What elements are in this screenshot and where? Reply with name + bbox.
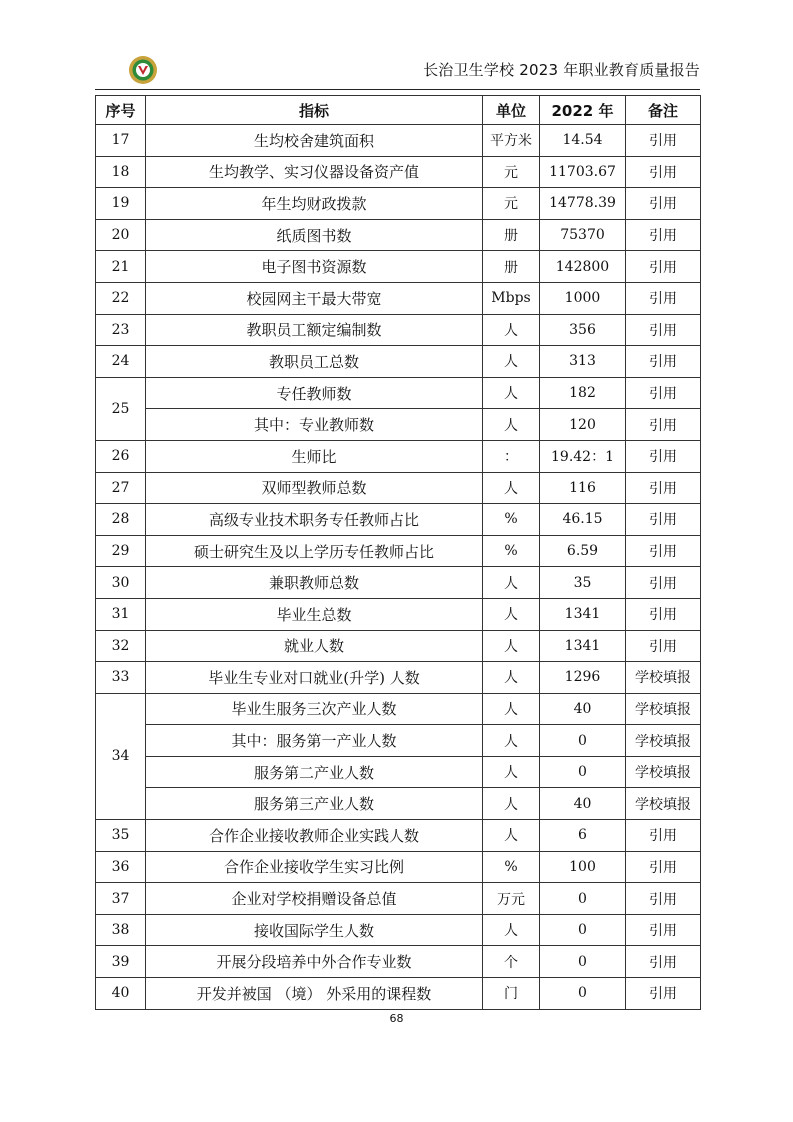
indicator-cell: 生师比: [146, 440, 483, 472]
value-cell: 1341: [540, 598, 626, 630]
value-cell: 35: [540, 567, 626, 599]
indicator-cell: 接收国际学生人数: [146, 914, 483, 946]
unit-cell: 人: [483, 314, 540, 346]
note-cell: 学校填报: [626, 725, 701, 757]
column-header-unit: 单位: [483, 96, 540, 125]
table-row: [96, 662, 701, 694]
indicator-cell: 高级专业技术职务专任教师占比: [146, 504, 483, 536]
unit-cell: 人: [483, 630, 540, 662]
row-number: 25: [96, 377, 146, 440]
unit-cell: ：: [483, 440, 540, 472]
indicator-cell: 双师型教师总数: [146, 472, 483, 504]
note-cell: 引用: [626, 377, 701, 409]
indicator-cell: 纸质图书数: [146, 219, 483, 251]
indicator-cell: 毕业生总数: [146, 598, 483, 630]
value-cell: 14.54: [540, 125, 626, 157]
row-number: 30: [96, 567, 146, 599]
indicator-cell: 合作企业接收教师企业实践人数: [146, 820, 483, 852]
table-row: [96, 472, 701, 504]
row-number: 35: [96, 820, 146, 852]
table-row: [96, 251, 701, 283]
unit-cell: 人: [483, 693, 540, 725]
row-number: 32: [96, 630, 146, 662]
table-row: [96, 820, 701, 852]
unit-cell: 门: [483, 978, 540, 1010]
row-number: 34: [96, 693, 146, 819]
unit-cell: %: [483, 851, 540, 883]
table-row: [96, 188, 701, 220]
note-cell: 引用: [626, 282, 701, 314]
note-cell: 引用: [626, 820, 701, 852]
table-row: [96, 440, 701, 472]
note-cell: 引用: [626, 409, 701, 441]
value-cell: 142800: [540, 251, 626, 283]
unit-cell: 平方米: [483, 125, 540, 157]
unit-cell: 人: [483, 725, 540, 757]
note-cell: 引用: [626, 883, 701, 915]
unit-cell: 万元: [483, 883, 540, 915]
value-cell: 75370: [540, 219, 626, 251]
value-cell: 0: [540, 946, 626, 978]
table-body: [96, 125, 701, 1010]
value-cell: 100: [540, 851, 626, 883]
table-row: [96, 946, 701, 978]
note-cell: 引用: [626, 314, 701, 346]
row-number: 29: [96, 535, 146, 567]
note-cell: 引用: [626, 219, 701, 251]
table-row: [96, 219, 701, 251]
unit-cell: 人: [483, 820, 540, 852]
indicator-cell: 毕业生专业对口就业(升学) 人数: [146, 662, 483, 694]
table-row: [96, 125, 701, 157]
table-row: [96, 409, 701, 441]
unit-cell: 个: [483, 946, 540, 978]
row-number: 28: [96, 504, 146, 536]
unit-cell: 人: [483, 788, 540, 820]
note-cell: 引用: [626, 630, 701, 662]
value-cell: 40: [540, 788, 626, 820]
unit-cell: 元: [483, 156, 540, 188]
value-cell: 0: [540, 883, 626, 915]
indicator-cell: 生均校舍建筑面积: [146, 125, 483, 157]
value-cell: 182: [540, 377, 626, 409]
indicator-cell: 教职员工总数: [146, 346, 483, 378]
indicator-cell: 毕业生服务三次产业人数: [146, 693, 483, 725]
unit-cell: 人: [483, 409, 540, 441]
note-cell: 引用: [626, 440, 701, 472]
note-cell: 引用: [626, 567, 701, 599]
note-cell: 引用: [626, 946, 701, 978]
unit-cell: 人: [483, 567, 540, 599]
note-cell: 引用: [626, 535, 701, 567]
page-number: 68: [389, 1012, 404, 1025]
row-number: 31: [96, 598, 146, 630]
note-cell: 引用: [626, 346, 701, 378]
note-cell: 引用: [626, 156, 701, 188]
page-header: [95, 50, 700, 90]
value-cell: 116: [540, 472, 626, 504]
note-cell: 引用: [626, 251, 701, 283]
unit-cell: Mbps: [483, 282, 540, 314]
column-header-note: 备注: [626, 96, 701, 125]
table-row: [96, 630, 701, 662]
value-cell: 313: [540, 346, 626, 378]
row-number: 22: [96, 282, 146, 314]
table-row: [96, 156, 701, 188]
table-row: [96, 598, 701, 630]
row-number: 40: [96, 978, 146, 1010]
value-cell: 120: [540, 409, 626, 441]
table-row: [96, 535, 701, 567]
row-number: 36: [96, 851, 146, 883]
indicator-cell: 校园网主干最大带宽: [146, 282, 483, 314]
row-number: 18: [96, 156, 146, 188]
unit-cell: 人: [483, 598, 540, 630]
row-number: 38: [96, 914, 146, 946]
indicator-cell: 其中：专业教师数: [146, 409, 483, 441]
header-divider: [95, 89, 700, 90]
school-emblem-icon: [128, 55, 158, 85]
table-row: [96, 756, 701, 788]
indicator-cell: 电子图书资源数: [146, 251, 483, 283]
row-number: 39: [96, 946, 146, 978]
unit-cell: %: [483, 504, 540, 536]
note-cell: 学校填报: [626, 693, 701, 725]
note-cell: 引用: [626, 125, 701, 157]
indicator-cell: 合作企业接收学生实习比例: [146, 851, 483, 883]
row-number: 23: [96, 314, 146, 346]
column-header-no: 序号: [96, 96, 146, 125]
indicator-cell: 专任教师数: [146, 377, 483, 409]
note-cell: 引用: [626, 472, 701, 504]
unit-cell: 人: [483, 377, 540, 409]
table-row: [96, 725, 701, 757]
indicator-cell: 生均教学、实习仪器设备资产值: [146, 156, 483, 188]
table-row: [96, 314, 701, 346]
value-cell: 356: [540, 314, 626, 346]
indicator-cell: 开展分段培养中外合作专业数: [146, 946, 483, 978]
row-number: 37: [96, 883, 146, 915]
indicator-cell: 就业人数: [146, 630, 483, 662]
note-cell: 引用: [626, 851, 701, 883]
table-row: [96, 978, 701, 1010]
unit-cell: 人: [483, 914, 540, 946]
value-cell: 46.15: [540, 504, 626, 536]
indicator-cell: 硕士研究生及以上学历专任教师占比: [146, 535, 483, 567]
note-cell: 引用: [626, 188, 701, 220]
value-cell: 6.59: [540, 535, 626, 567]
row-number: 24: [96, 346, 146, 378]
table-row: [96, 788, 701, 820]
unit-cell: 人: [483, 756, 540, 788]
table-row: [96, 693, 701, 725]
table-row: [96, 346, 701, 378]
table-row: [96, 851, 701, 883]
value-cell: 0: [540, 978, 626, 1010]
row-number: 27: [96, 472, 146, 504]
row-number: 19: [96, 188, 146, 220]
value-cell: 0: [540, 914, 626, 946]
indicator-cell: 教职员工额定编制数: [146, 314, 483, 346]
column-header-indicator: 指标: [146, 96, 483, 125]
note-cell: 引用: [626, 598, 701, 630]
value-cell: 6: [540, 820, 626, 852]
table-row: [96, 914, 701, 946]
unit-cell: %: [483, 535, 540, 567]
note-cell: 学校填报: [626, 756, 701, 788]
table-row: [96, 883, 701, 915]
row-number: 20: [96, 219, 146, 251]
table-row: [96, 377, 701, 409]
table-row: [96, 504, 701, 536]
value-cell: 1000: [540, 282, 626, 314]
indicator-cell: 服务第二产业人数: [146, 756, 483, 788]
note-cell: 学校填报: [626, 662, 701, 694]
row-number: 33: [96, 662, 146, 694]
unit-cell: 册: [483, 219, 540, 251]
unit-cell: 元: [483, 188, 540, 220]
report-title: 长治卫生学校 2023 年职业教育质量报告: [423, 61, 700, 79]
value-cell: 40: [540, 693, 626, 725]
note-cell: 引用: [626, 914, 701, 946]
unit-cell: 册: [483, 251, 540, 283]
table-row: [96, 567, 701, 599]
note-cell: 引用: [626, 978, 701, 1010]
row-number: 26: [96, 440, 146, 472]
indicator-cell: 其中：服务第一产业人数: [146, 725, 483, 757]
value-cell: 19.42：1: [540, 440, 626, 472]
note-cell: 学校填报: [626, 788, 701, 820]
metrics-table: [95, 95, 701, 1010]
unit-cell: 人: [483, 662, 540, 694]
value-cell: 1341: [540, 630, 626, 662]
value-cell: 11703.67: [540, 156, 626, 188]
unit-cell: 人: [483, 346, 540, 378]
row-number: 17: [96, 125, 146, 157]
row-number: 21: [96, 251, 146, 283]
table-header-row: [96, 96, 701, 125]
indicator-cell: 兼职教师总数: [146, 567, 483, 599]
indicator-cell: 企业对学校捐赠设备总值: [146, 883, 483, 915]
value-cell: 1296: [540, 662, 626, 694]
indicator-cell: 服务第三产业人数: [146, 788, 483, 820]
unit-cell: 人: [483, 472, 540, 504]
value-cell: 14778.39: [540, 188, 626, 220]
note-cell: 引用: [626, 504, 701, 536]
table-row: [96, 282, 701, 314]
indicator-cell: 年生均财政拨款: [146, 188, 483, 220]
column-header-year: 2022 年: [540, 96, 626, 125]
value-cell: 0: [540, 725, 626, 757]
value-cell: 0: [540, 756, 626, 788]
indicator-cell: 开发并被国 （境） 外采用的课程数: [146, 978, 483, 1010]
